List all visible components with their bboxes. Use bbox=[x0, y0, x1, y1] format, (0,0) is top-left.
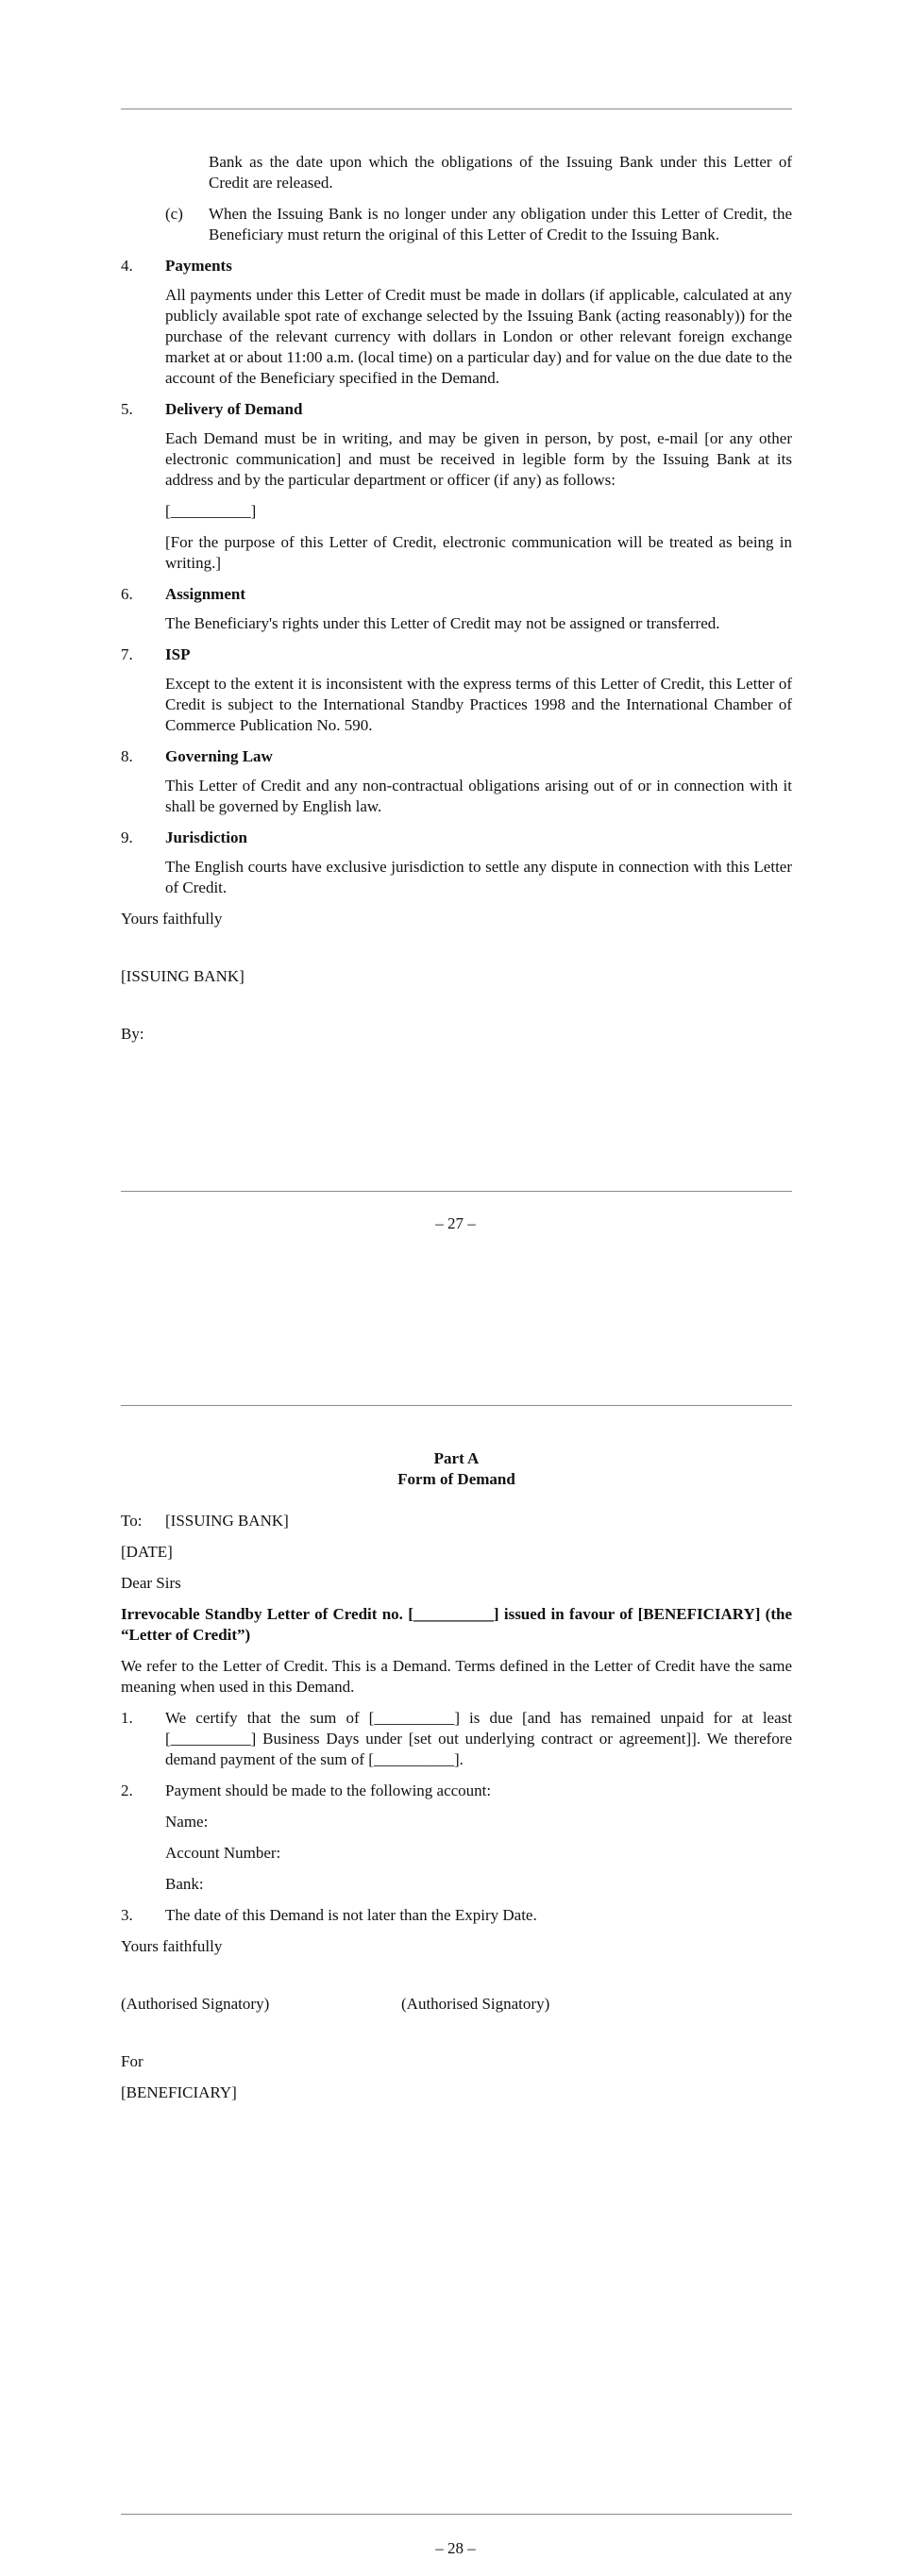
section-6-heading bbox=[121, 584, 792, 605]
item-number: 1. bbox=[121, 1709, 133, 1727]
page-number: – 27 – bbox=[435, 1214, 476, 1232]
part-title: Form of Demand bbox=[397, 1470, 515, 1488]
signatory-1: (Authorised Signatory) bbox=[121, 1995, 270, 2013]
footer-rule bbox=[121, 2514, 792, 2515]
section-5-paragraph: Each Demand must be in writing, and may be given in person, by post, e-mail [or any other electronic communication] and must be received in legible form by the Issuing Bank at its address and by the particular department or officer (if any) as follows: bbox=[165, 429, 792, 489]
section-8-heading bbox=[121, 746, 792, 767]
address-placeholder: [__________] bbox=[165, 502, 257, 520]
section-4-paragraph: All payments under this Letter of Credit must be made in dollars (if applicable, calculated at any publicly available spot rate of exchange selected by the Issuing Bank (acting reasonably)) for the purchase of the relevant currency with dollars in London or other relevant foreign exchange market at or about 11:00 a.m. (local time) on a particular day) and for value on the due date to the account of the Beneficiary specified in the Demand. bbox=[165, 286, 793, 387]
bank-field: Bank: bbox=[165, 1875, 204, 1893]
item-c bbox=[121, 204, 792, 245]
section-number: 5. bbox=[121, 400, 133, 418]
section-title: Governing Law bbox=[165, 747, 273, 765]
item-text: Payment should be made to the following account: bbox=[165, 1781, 492, 1799]
continuation-paragraph: Bank as the date upon which the obligations of the Issuing Bank under this Letter of Credit are released. bbox=[209, 153, 792, 192]
section-9-heading bbox=[121, 828, 792, 848]
salutation: Dear Sirs bbox=[121, 1574, 181, 1592]
section-number: 8. bbox=[121, 747, 133, 765]
closing: Yours faithfully bbox=[121, 910, 223, 928]
section-4-heading bbox=[121, 256, 792, 276]
signatory-row bbox=[121, 1994, 792, 2015]
item-c-text: When the Issuing Bank is no longer under any obligation under this Letter of Credit, the Beneficiary must return the original of this Letter of Credit to the Issuing Bank. bbox=[209, 205, 792, 243]
closing: Yours faithfully bbox=[121, 1937, 223, 1955]
intro-paragraph: We refer to the Letter of Credit. This is a Demand. Terms defined in the Letter of Credit have the same meaning when used in this Demand. bbox=[121, 1657, 792, 1696]
item-number: 3. bbox=[121, 1906, 133, 1924]
section-number: 6. bbox=[121, 585, 133, 603]
issuer-name: [ISSUING BANK] bbox=[121, 967, 245, 985]
to-label: To: bbox=[121, 1512, 143, 1530]
by-line: By: bbox=[121, 1025, 144, 1043]
section-title: Payments bbox=[165, 257, 232, 275]
footer-rule bbox=[121, 1191, 792, 1192]
to-line bbox=[121, 1511, 792, 1531]
date-line: [DATE] bbox=[121, 1543, 173, 1561]
section-5-note: [For the purpose of this Letter of Credit, electronic communication will be treated as being in writing.] bbox=[165, 533, 792, 572]
item-text: We certify that the sum of [__________] is due [and has remained unpaid for at least [__________] Business Days under [set out underlying contract or agreement]]. We therefore demand payment of the sum of [__________]. bbox=[165, 1709, 792, 1768]
for-label: For bbox=[121, 2052, 143, 2070]
page-28 bbox=[0, 1373, 911, 2576]
demand-item-2 bbox=[121, 1781, 792, 1801]
section-number: 7. bbox=[121, 645, 133, 663]
demand-subject: Irrevocable Standby Letter of Credit no. [__________] issued in favour of [BENEFICIARY] (the “Letter of Credit”) bbox=[121, 1605, 792, 1644]
section-number: 4. bbox=[121, 257, 133, 275]
section-8-paragraph: This Letter of Credit and any non-contractual obligations arising out of or in connection with it shall be governed by English law. bbox=[165, 777, 792, 815]
account-name-field: Name: bbox=[165, 1813, 209, 1831]
section-9-paragraph: The English courts have exclusive jurisdiction to settle any dispute in connection with this Letter of Credit. bbox=[165, 858, 792, 896]
demand-item-3 bbox=[121, 1905, 792, 1926]
header-rule bbox=[121, 1405, 792, 1406]
signatory-2: (Authorised Signatory) bbox=[401, 1995, 550, 2013]
beneficiary-name: [BENEFICIARY] bbox=[121, 2083, 237, 2101]
section-title: Assignment bbox=[165, 585, 246, 603]
page-number: – 28 – bbox=[435, 2539, 476, 2557]
section-7-paragraph: Except to the extent it is inconsistent with the express terms of this Letter of Credit, this Letter of Credit is subject to the International Standby Practices 1998 and the International Chamber of Commerce Publication No. 590. bbox=[165, 675, 792, 734]
section-number: 9. bbox=[121, 828, 133, 846]
section-6-paragraph: The Beneficiary's rights under this Letter of Credit may not be assigned or transferred. bbox=[165, 614, 720, 632]
section-title: Delivery of Demand bbox=[165, 400, 303, 418]
page-27-body bbox=[121, 152, 792, 1055]
part-label: Part A bbox=[433, 1449, 480, 1467]
item-c-label: (c) bbox=[165, 205, 183, 223]
demand-item-1 bbox=[121, 1708, 792, 1770]
section-7-heading bbox=[121, 644, 792, 665]
page-28-body bbox=[121, 1448, 792, 2114]
section-5-heading bbox=[121, 399, 792, 420]
account-number-field: Account Number: bbox=[165, 1844, 281, 1862]
to-value: [ISSUING BANK] bbox=[165, 1512, 289, 1530]
item-text: The date of this Demand is not later than the Expiry Date. bbox=[165, 1906, 537, 1924]
section-title: ISP bbox=[165, 645, 191, 663]
item-number: 2. bbox=[121, 1781, 133, 1799]
section-title: Jurisdiction bbox=[165, 828, 247, 846]
